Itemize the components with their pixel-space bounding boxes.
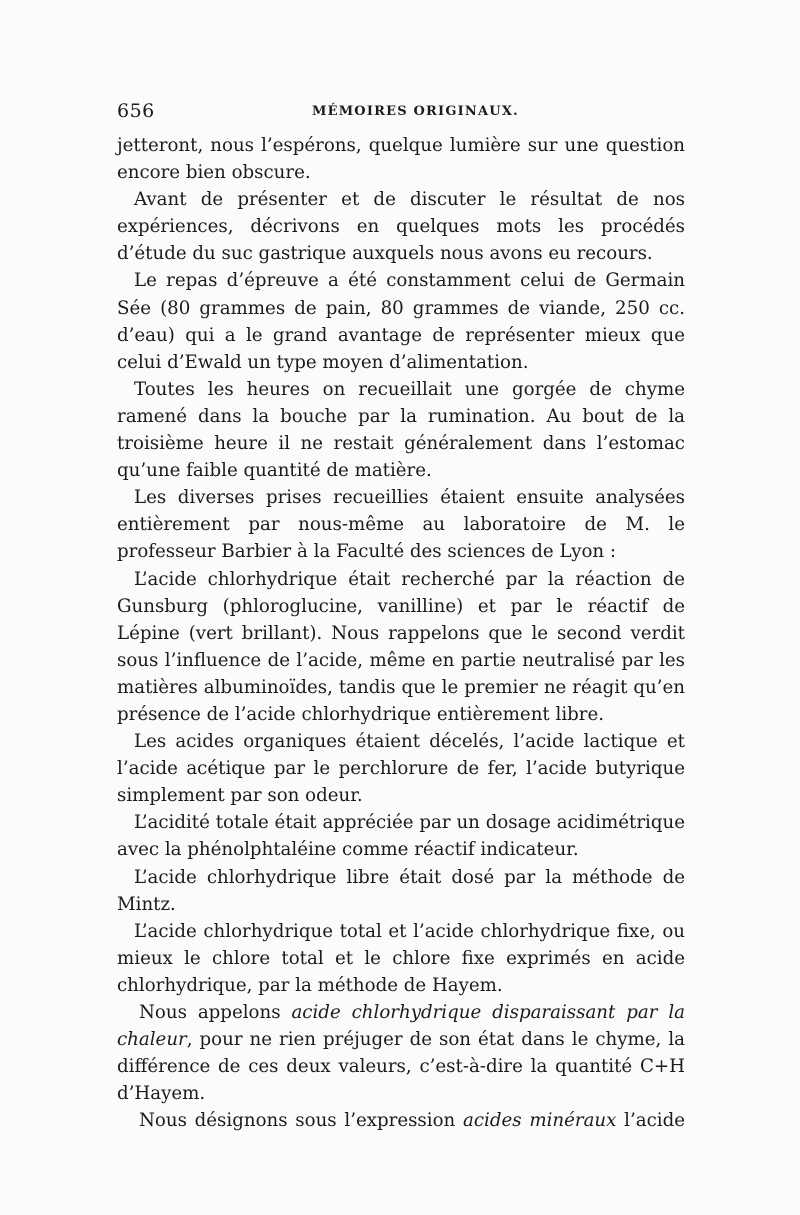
paragraph-mineral-acids [117, 1107, 685, 1134]
paragraph-methods-intro: Avant de présenter et de discuter le résultat de nos expériences, décrivons en quelques mots les procédés d’étude du suc gastrique auxquels nous avons eu recours. [117, 189, 685, 265]
paragraph-disappearing-hcl [117, 999, 685, 1107]
body-text [117, 132, 685, 1134]
paragraph-analysis: Les diverses prises recueillies étaient ensuite analysées entièrement par nous-même au laboratoire de M. le professeur Barbier à la Faculté des sciences de Lyon : [117, 487, 685, 563]
paragraph-sampling: Toutes les heures on recueillait une gorgée de chyme ramené dans la bouche par la rumination. Au bout de la troisième heure il ne restait généralement dans l’estomac qu’une faible quantité de matière. [117, 378, 685, 482]
text-span: Nous désignons sous l’expression [139, 1110, 463, 1132]
text-span: l’acide [616, 1110, 685, 1132]
paragraph-hcl-detection: L’acide chlorhydrique était recherché par la réaction de Gunsburg (phloroglucine, vanilline) et par le réactif de Lépine (vert brillant). Nous rappelons que le second verdit sous l’influence de l’acide, même en partie neutralisé par les matières albuminoïdes, tandis que le premier ne réagit qu’en présence de l’acide chlorhydrique entièrement libre. [117, 568, 685, 725]
paragraph-organic-acids: Les acides organiques étaient décelés, l’acide lactique et l’acide acétique par le perchlorure de fer, l’acide butyrique simplement par son odeur. [117, 731, 685, 807]
text-span: , pour ne rien préjuger de son état dans le chyme, la différence de ces deux valeurs, c’est-à-dire la quantité C+H d’Hayem. [117, 1029, 685, 1105]
paragraph-test-meal: Le repas d’épreuve a été constamment celui de Germain Sée (80 grammes de pain, 80 grammes de viande, 250 cc. d’eau) qui a le grand avantage de représenter mieux que celui d’Ewald un type moyen d’alimentation. [117, 270, 685, 373]
italic-term: acide chlorhydrique disparaissant par la chaleur [117, 1002, 685, 1051]
italic-term: acides minéraux [463, 1110, 617, 1132]
paragraph-free-hcl: L’acide chlorhydrique libre était dosé par la méthode de Mintz. [117, 866, 685, 915]
paragraph-total-acidity: L’acidité totale était appréciée par un dosage acidimétrique avec la phénolphtaléine comme réactif indicateur. [117, 812, 685, 861]
page-number: 656 [117, 100, 155, 122]
page-header [117, 100, 685, 128]
paragraph-continuation: jetteront, nous l’espérons, quelque lumière sur une question encore bien obscure. [117, 135, 685, 184]
text-span: Nous appelons [139, 1002, 292, 1023]
running-head: MÉMOIRES ORIGINAUX. [312, 104, 519, 119]
paragraph-total-fixed-hcl: L’acide chlorhydrique total et l’acide chlorhydrique fixe, ou mieux le chlore total et le chlore fixe exprimés en acide chlorhydrique, par la méthode de Hayem. [117, 920, 685, 996]
